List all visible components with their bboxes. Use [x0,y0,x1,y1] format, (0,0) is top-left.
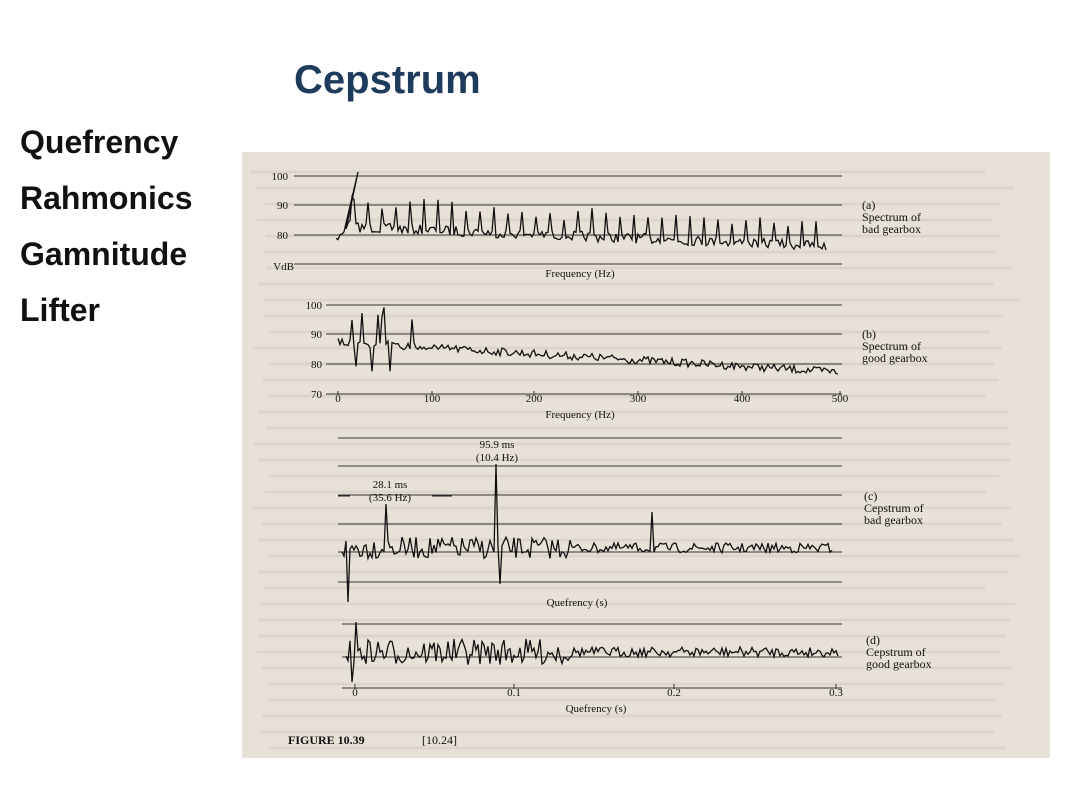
b-xtick-500: 500 [831,393,849,405]
b-ytick-80: 80 [311,359,322,371]
b-ytick-90: 90 [311,329,322,341]
term-item-quefrency: Quefrency [20,124,179,160]
figure-svg [242,152,1050,758]
b-xtick-200: 200 [525,393,543,405]
d-xtick-02: 0.2 [667,687,681,699]
term-item-rahmonics: Rahmonics [20,180,193,216]
a-ytick-90: 90 [277,200,288,212]
a-ytick-80: 80 [277,230,288,242]
b-xlabel: Frequency (Hz) [545,409,615,421]
panel-d-line1: Cepstrum of [866,645,926,659]
trace-c-cepstrum-bad [342,464,832,602]
b-xtick-100: 100 [423,393,441,405]
figure-caption-ref: [10.24] [422,733,457,747]
term-list [20,122,192,346]
panel-a-line2: bad gearbox [862,222,921,236]
d-xtick-0: 0 [352,687,358,699]
figure-scan [242,152,1050,758]
figure-caption-label: FIGURE 10.39 [288,733,365,747]
a-ytick-100: 100 [271,171,288,183]
term-item-lifter: Lifter [20,292,100,328]
panel-c-tag: (c) [864,489,878,503]
trace-a-spectrum-bad [336,172,826,250]
a-ylabel: VdB [273,261,294,273]
panel-b-line2: good gearbox [862,351,928,365]
panel-a-tag: (a) [862,198,876,212]
panel-b-line1: Spectrum of [862,339,921,353]
panel-b-tag: (b) [862,327,876,341]
b-xtick-400: 400 [733,393,751,405]
panel-c-line1: Cepstrum of [864,501,924,515]
b-xtick-300: 300 [629,393,647,405]
c-xlabel: Quefrency (s) [546,597,608,609]
panel-a-line1: Spectrum of [862,210,921,224]
c-annot-28-2: (35.6 Hz) [368,492,412,504]
c-annot-95-1: 95.9 ms [479,439,515,451]
d-xtick-03: 0.3 [829,687,843,699]
c-annot-28-1: 28.1 ms [372,479,408,491]
b-ytick-70: 70 [311,389,322,401]
panel-d-tag: (d) [866,633,880,647]
b-xtick-0: 0 [335,393,341,405]
panel-c-line2: bad gearbox [864,513,923,527]
b-ytick-100: 100 [305,300,322,312]
d-xtick-01: 0.1 [507,687,521,699]
term-item-gamnitude: Gamnitude [20,236,188,272]
c-annot-95-2: (10.4 Hz) [475,452,519,464]
slide-title-text: Cepstrum [294,58,481,102]
d-xlabel: Quefrency (s) [565,703,627,715]
a-xlabel: Frequency (Hz) [545,268,615,280]
panel-d-line2: good gearbox [866,657,932,671]
